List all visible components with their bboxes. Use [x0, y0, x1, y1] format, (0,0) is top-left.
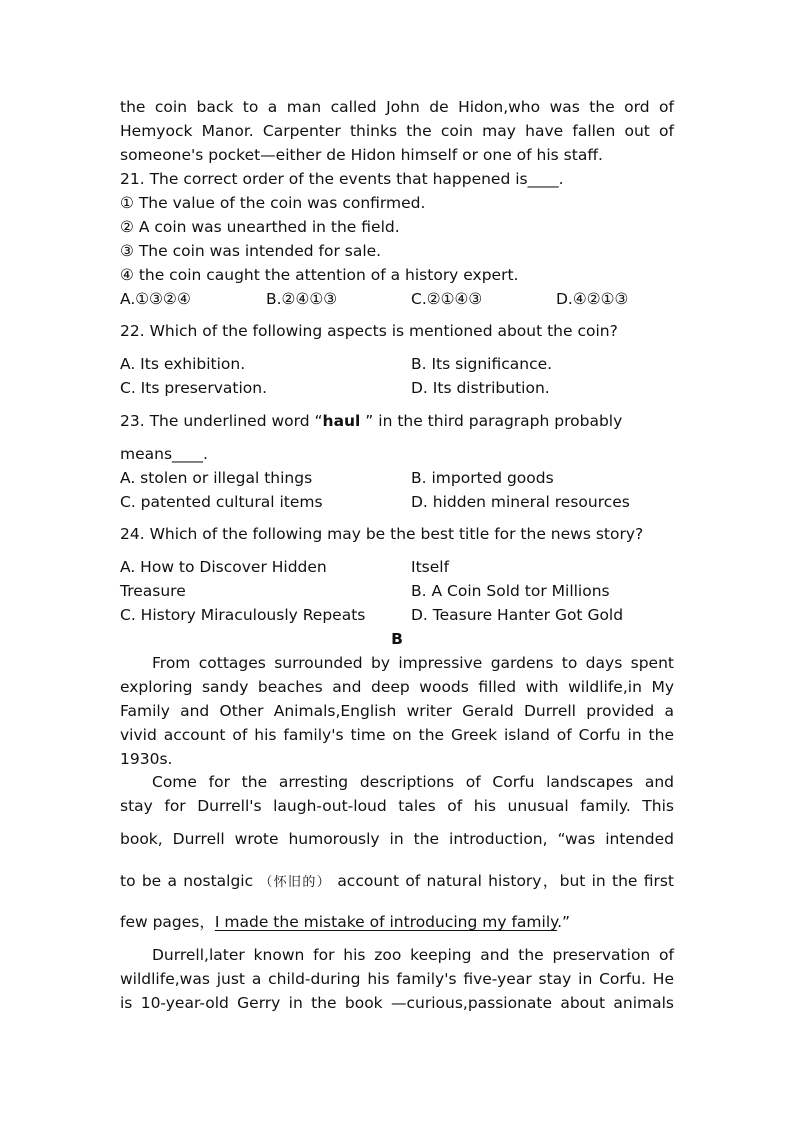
q24-option-a[interactable]: A. How to Discover Hidden	[120, 558, 327, 576]
q21-option-a[interactable]: A.①③②④	[120, 290, 191, 308]
q21-option-d[interactable]: D.④②①③	[556, 290, 629, 308]
q24-option-d[interactable]: D. Teasure Hanter Got Gold	[411, 606, 624, 624]
passage-line: 1930s.	[120, 750, 173, 768]
question-23-stem-line2: means____.	[120, 445, 208, 463]
p2-line4-after: account of natural history，but in the first	[337, 872, 674, 890]
q24-option-a-line2: Treasure	[120, 582, 186, 600]
q24-option-c[interactable]: C. History Miraculously Repeats	[120, 606, 366, 624]
underlined-sentence: I made the mistake of introducing my family	[214, 913, 558, 931]
question-21-stem: 21. The correct order of the events that happened is____.	[120, 170, 564, 188]
p2-line4-before: to be a nostalgic	[120, 872, 254, 890]
q21-options	[120, 289, 674, 309]
q22-option-b[interactable]: B. Its significance.	[411, 355, 553, 373]
passage-line: Durrell,later known for his zoo keeping and the preservation of	[152, 946, 674, 964]
q21-event: ③ The coin was intended for sale.	[120, 242, 382, 260]
question-24-stem: 24. Which of the following may be the best title for the news story?	[120, 525, 644, 543]
passage-line: wildlife,was just a child-during his family's five-year stay in Corfu. He	[120, 970, 674, 988]
nostalgic-gloss: （怀旧的）	[259, 875, 332, 890]
passage-line	[120, 871, 674, 893]
question-22-stem: 22. Which of the following aspects is mentioned about the coin?	[120, 322, 618, 340]
q24-option-a-tail: Itself	[411, 558, 450, 576]
intro-line: the coin back to a man called John de Hidon,who was the ord of	[120, 98, 674, 116]
q23-option-a[interactable]: A. stolen or illegal things	[120, 469, 313, 487]
q23-keyword: haul	[322, 412, 361, 430]
p2-line5-after: .”	[557, 913, 571, 931]
passage-line: is 10-year-old Gerry in the book —curious,passionate about animals	[120, 994, 674, 1012]
q21-option-c[interactable]: C.②①④③	[411, 290, 483, 308]
q23-stem-before: 23. The underlined word “	[120, 412, 323, 430]
q21-event: ② A coin was unearthed in the field.	[120, 218, 400, 236]
q22-option-a[interactable]: A. Its exhibition.	[120, 355, 246, 373]
passage-line: stay for Durrell's laugh-out-loud tales of his unusual family. This	[120, 797, 674, 815]
q21-event: ④ the coin caught the attention of a history expert.	[120, 266, 519, 284]
passage-line: book, Durrell wrote humorously in the introduction, “was intended	[120, 830, 674, 848]
p2-line5-before: few pages，	[120, 913, 215, 931]
q22-option-c[interactable]: C. Its preservation.	[120, 379, 268, 397]
passage-line: From cottages surrounded by impressive gardens to days spent	[152, 654, 674, 672]
q23-option-c[interactable]: C. patented cultural items	[120, 493, 323, 511]
intro-line: Hemyock Manor. Carpenter thinks the coin may have fallen out of	[120, 122, 674, 140]
passage-line: vivid account of his family's time on the Greek island of Corfu in the	[120, 726, 674, 744]
passage-line: Family and Other Animals,English writer Gerald Durrell provided a	[120, 702, 674, 720]
question-23-stem	[120, 411, 674, 431]
passage-line: Come for the arresting descriptions of Corfu landscapes and	[152, 773, 674, 791]
passage-line	[120, 912, 674, 932]
q23-option-d[interactable]: D. hidden mineral resources	[411, 493, 630, 511]
section-b-heading: B	[391, 630, 403, 648]
q21-event: ① The value of the coin was confirmed.	[120, 194, 426, 212]
intro-line: someone's pocket—either de Hidon himself or one of his staff.	[120, 146, 603, 164]
q23-option-b[interactable]: B. imported goods	[411, 469, 554, 487]
q21-option-b[interactable]: B.②④①③	[266, 290, 338, 308]
q22-option-d[interactable]: D. Its distribution.	[411, 379, 550, 397]
q23-stem-after: ” in the third paragraph probably	[360, 412, 623, 430]
passage-line: exploring sandy beaches and deep woods filled with wildlife,in My	[120, 678, 674, 696]
q24-option-b[interactable]: B. A Coin Sold tor Millions	[411, 582, 610, 600]
